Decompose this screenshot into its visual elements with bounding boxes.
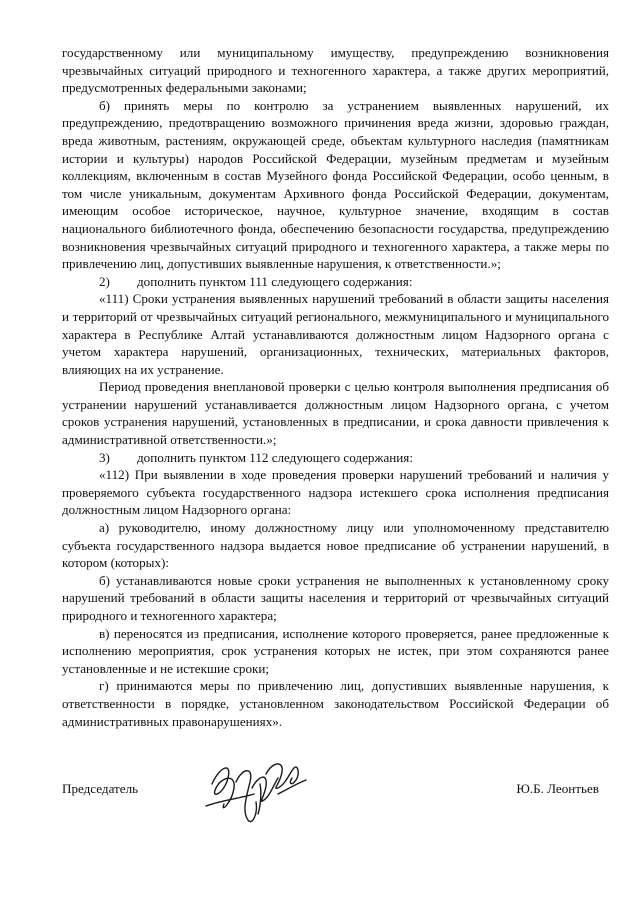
paragraph-inspection-period: Период проведения внеплановой проверки с целью контроля выполнения предписания об устранении нарушений устанавливается должностным лицом Надзорного органа, с учетом сроков устранения нарушений, установленных в предписании, и срока давности привлечения к административной ответственности.»; bbox=[62, 379, 609, 448]
paragraph-clause-111: «111) Сроки устранения выявленных нарушений требований в области защиты населения и территорий от чрезвычайных ситуаций регионального, межмуниципального и муниципального характера в Республике Алтай устанавливаются должностным лицом Надзорного органа с учетом характера нарушений, организационных, технических, материальных факторов, влияющих на их устранение. bbox=[62, 291, 609, 377]
item-text: дополнить пунктом 112 следующего содержания: bbox=[137, 449, 413, 465]
item-text: дополнить пунктом 111 следующего содержания: bbox=[137, 273, 413, 289]
paragraph-numbered-2 bbox=[62, 273, 609, 291]
position-title: Председатель bbox=[62, 781, 139, 796]
paragraph-sub-g: г) принимаются меры по привлечению лиц, допустивших выявленные нарушения, к ответственности в порядке, установленном законодательством Российской Федерации об административных правонарушениях». bbox=[62, 678, 609, 729]
paragraph-item-b: б) принять меры по контролю за устранением выявленных нарушений, их предупреждению, предотвращению возможного причинения вреда жизни, здоровью граждан, вреда животным, растениям, окружающей среде, объектам культурного наследия (памятникам истории и культуры) народов Российской Федерации, музейным предметам и музейным коллекциям, включенным в состав Музейного фонда Российской Федерации, особо ценным, в том числе уникальным, документам Архивного фонда Российской Федерации, документам, имеющим особое историческое, научное, культурное значение, входящим в состав национального библиотечного фонда, обеспечению безопасности государства, предупреждению возникновения чрезвычайных ситуаций природного и техногенного характера, а также меры по привлечению лиц, допустивших выявленные нарушения, к ответственности.»; bbox=[62, 97, 609, 272]
item-number: 2) bbox=[99, 273, 110, 289]
signature-block bbox=[62, 776, 609, 846]
handwritten-signature bbox=[202, 754, 312, 832]
paragraph-numbered-3 bbox=[62, 449, 609, 467]
document-body bbox=[62, 44, 609, 730]
item-number: 3) bbox=[99, 449, 110, 465]
signer-name: Ю.Б. Леонтьев bbox=[516, 781, 599, 796]
paragraph-continuation: государственному или муниципальному имуществу, предупреждению возникновения чрезвычайных ситуаций природного и техногенного характера, а также других мероприятий, предусмотренных федеральными законами; bbox=[62, 45, 609, 96]
paragraph-clause-112: «112) При выявлении в ходе проведения проверки нарушений требований и наличия у проверяемого субъекта государственного надзора истекшего срока исполнения предписания должностным лицом Надзорного органа: bbox=[62, 467, 609, 518]
paragraph-sub-v: в) переносятся из предписания, исполнение которого проверяется, ранее предложенные к исполнению мероприятия, срок устранения которых не истек, при этом сохраняются ранее установленные и не истекшие сроки; bbox=[62, 625, 609, 676]
paragraph-sub-a: а) руководителю, иному должностному лицу или уполномоченному представителю субъекта государственного надзора выдается новое предписание об устранении нарушений, в котором (которых): bbox=[62, 520, 609, 571]
paragraph-sub-b: б) устанавливаются новые сроки устранения не выполненных к установленному сроку нарушений требований в области защиты населения и территорий от чрезвычайных ситуаций природного и техногенного характера; bbox=[62, 572, 609, 623]
